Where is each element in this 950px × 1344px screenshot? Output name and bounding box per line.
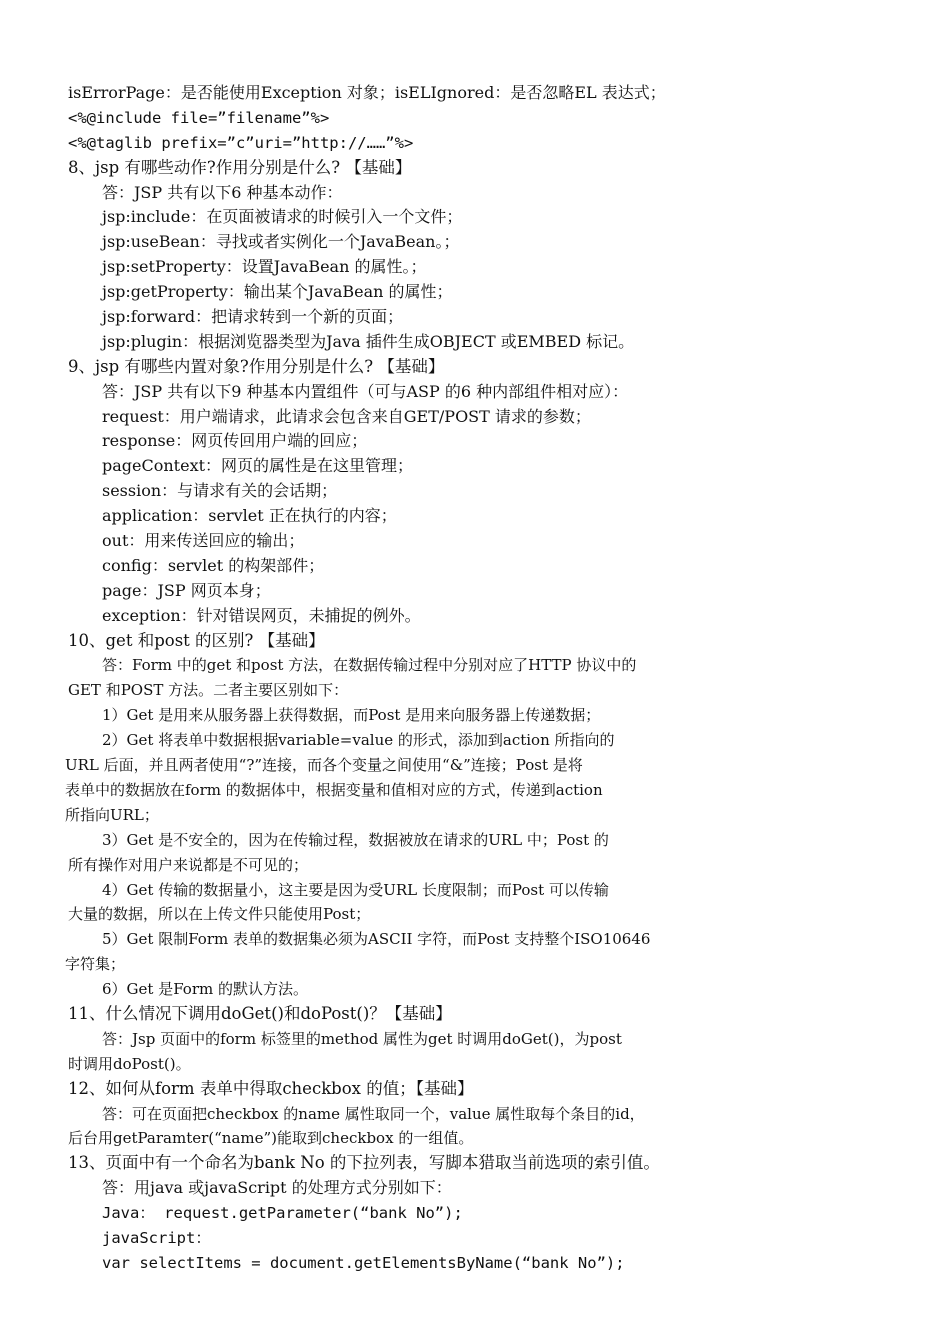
answer-9-page: page：JSP 网页本身；	[102, 580, 271, 600]
answer-10-point-2: 2）Get 将表单中数据根据variable=value 的形式，添加到action 所指向的	[102, 731, 615, 750]
text-line-iserrorpage: isErrorPage：是否能使用Exception 对象；isELIgnored：是否忽略EL 表达式；	[68, 83, 666, 102]
answer-8-setproperty: jsp:setProperty：设置JavaBean 的属性。；	[102, 257, 427, 277]
answer-8-forward: jsp:forward：把请求转到一个新的页面；	[102, 307, 404, 327]
answer-9-config: config：servlet 的构架部件；	[102, 555, 325, 575]
answer-9-intro: 答：JSP 共有以下9 种基本内置组件（可与ASP 的6 种内部组件相对应）：	[102, 381, 629, 401]
answer-13-javascript-code: var selectItems = document.getElementsByName(“bank No”);	[102, 1253, 625, 1272]
answer-8-usebean: jsp:useBean：寻找或者实例化一个JavaBean。；	[102, 232, 460, 252]
question-10-heading: 10、get 和post 的区别? 【基础】	[68, 630, 325, 650]
answer-10-point-5-cont: 字符集；	[65, 955, 126, 974]
answer-11-body-cont: 时调用doPost()。	[68, 1054, 191, 1073]
answer-10-point-5: 5）Get 限制Form 表单的数据集必须为ASCII 字符，而Post 支持整个ISO10646	[102, 930, 651, 949]
answer-10-point-2-cont-2: 表单中的数据放在form 的数据体中，根据变量和值相对应的方式，传递到action	[65, 780, 603, 799]
code-line-taglib-directive: <%@taglib prefix=”c”uri=”http://……”%>	[68, 133, 414, 152]
question-13-heading: 13、页面中有一个命名为bank No 的下拉列表，写脚本猎取当前选项的索引值。	[68, 1153, 660, 1173]
answer-13-java-code: Java： request.getParameter(“bank No”);	[102, 1204, 463, 1223]
answer-9-exception: exception：针对错误网页，未捕捉的例外。	[102, 605, 421, 625]
question-8-heading: 8、jsp 有哪些动作?作用分别是什么? 【基础】	[68, 157, 412, 177]
answer-8-plugin: jsp:plugin：根据浏览器类型为Java 插件生成OBJECT 或EMBED 标记。	[102, 331, 635, 351]
question-12-heading: 12、如何从form 表单中得取checkbox 的值；【基础】	[68, 1078, 474, 1098]
answer-10-point-4-cont: 大量的数据，所以在上传文件只能使用Post；	[68, 905, 371, 924]
answer-9-request: request：用户端请求，此请求会包含来自GET/POST 请求的参数；	[102, 406, 591, 426]
answer-13-javascript-label: javaScript：	[102, 1228, 211, 1247]
answer-12-body-cont: 后台用getParamter(“name”)能取到checkbox 的一组值。	[68, 1129, 474, 1148]
answer-10-intro: 答：Form 中的get 和post 方法，在数据传输过程中分别对应了HTTP 协议中的	[102, 656, 637, 675]
answer-10-point-3-cont: 所有操作对用户来说都是不可见的；	[68, 855, 309, 874]
answer-8-include: jsp:include：在页面被请求的时候引入一个文件；	[102, 207, 463, 227]
answer-13-intro: 答：用java 或javaScript 的处理方式分别如下：	[102, 1178, 452, 1198]
answer-9-pagecontext: pageContext：网页的属性是在这里管理；	[102, 456, 414, 476]
answer-8-intro: 答：JSP 共有以下6 种基本动作：	[102, 182, 343, 202]
answer-10-point-4: 4）Get 传输的数据量小，这主要是因为受URL 长度限制；而Post 可以传输	[102, 880, 609, 899]
document-body	[65, 81, 898, 1276]
code-line-include-directive: <%@include file=”filename”%>	[68, 108, 330, 127]
answer-10-point-2-cont-3: 所指向URL；	[65, 805, 159, 824]
answer-9-out: out：用来传送回应的输出；	[102, 531, 305, 551]
question-9-heading: 9、jsp 有哪些内置对象?作用分别是什么? 【基础】	[68, 356, 445, 376]
answer-9-session: session：与请求有关的会话期；	[102, 481, 338, 501]
answer-10-intro-cont: GET 和POST 方法。二者主要区别如下：	[68, 681, 349, 700]
answer-10-point-6: 6）Get 是Form 的默认方法。	[102, 980, 308, 999]
answer-11-body: 答：Jsp 页面中的form 标签里的method 属性为get 时调用doGet()，为post	[102, 1029, 622, 1048]
answer-9-application: application：servlet 正在执行的内容；	[102, 506, 397, 526]
answer-8-getproperty: jsp:getProperty：输出某个JavaBean 的属性；	[102, 282, 453, 302]
answer-10-point-3: 3）Get 是不安全的，因为在传输过程，数据被放在请求的URL 中；Post 的	[102, 830, 609, 849]
answer-9-response: response：网页传回用户端的回应；	[102, 431, 368, 451]
answer-12-body: 答：可在页面把checkbox 的name 属性取同一个，value 属性取每个条目的id，	[102, 1104, 645, 1123]
answer-10-point-2-cont-1: URL 后面，并且两者使用“?”连接，而各个变量之间使用“&”连接；Post 是将	[65, 756, 583, 775]
answer-10-point-1: 1）Get 是用来从服务器上获得数据，而Post 是用来向服务器上传递数据；	[102, 706, 601, 725]
question-11-heading: 11、什么情况下调用doGet()和doPost()？【基础】	[68, 1003, 452, 1023]
